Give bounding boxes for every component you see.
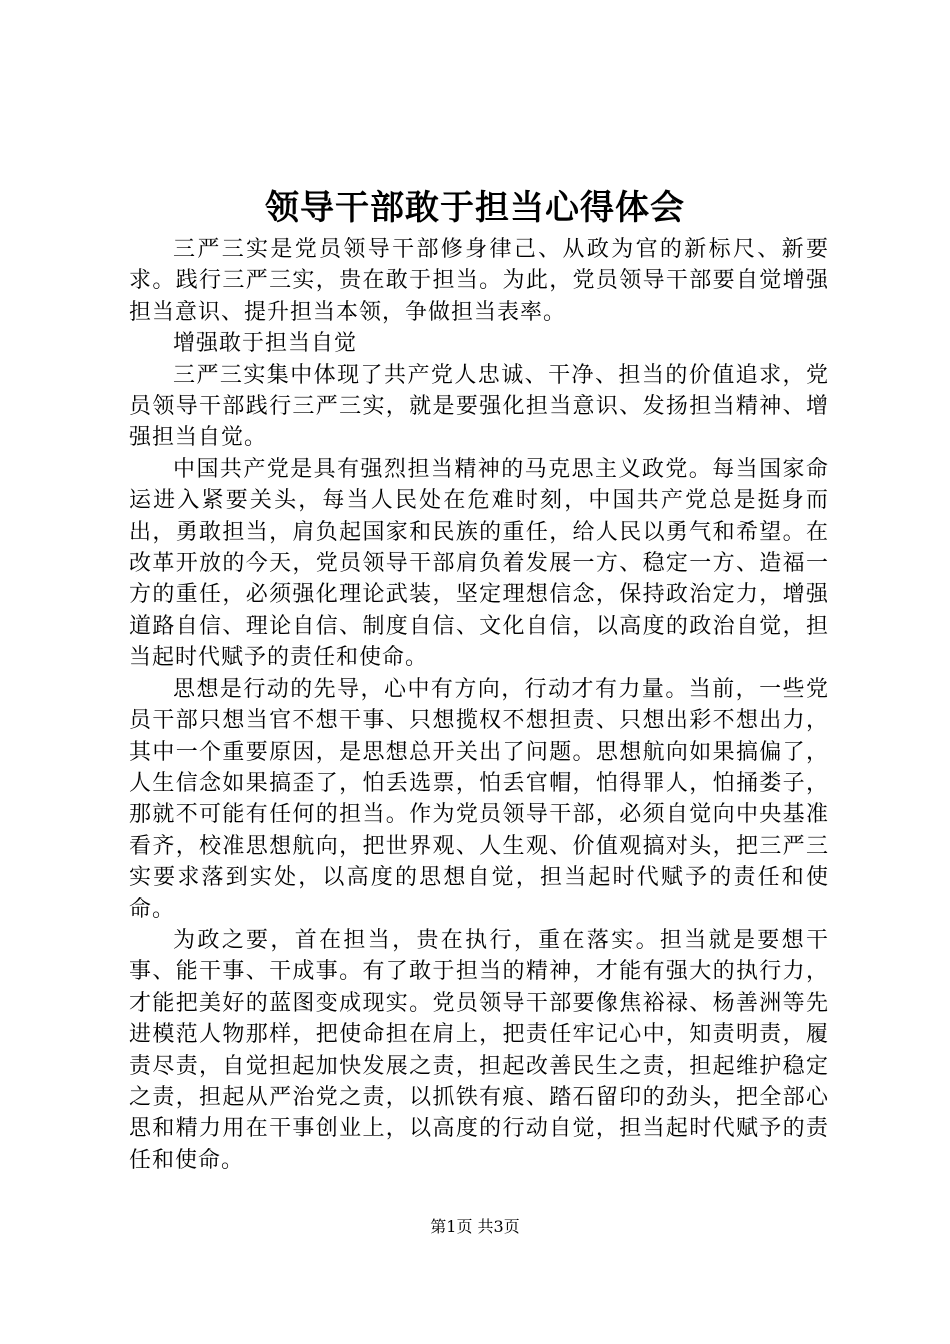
paragraph: 思想是行动的先导，心中有方向，行动才有力量。当前，一些党员干部只想当官不想干事、只想揽权不想担责、只想出彩不想出力，其中一个重要原因，是思想总开关出了问题。思想航向如果搞偏了，人生信念如果搞歪了，怕丢选票，怕丢官帽，怕得罪人，怕捅娄子，那就不可能有任何的担当。作为党员领导干部，必须自觉向中央基准看齐，校准思想航向，把世界观、人生观、价值观搞对头，把三严三实要求落到实处，以高度的思想自觉，担当起时代赋予的责任和使命。 [129,676,829,922]
paragraph-intro: 三严三实是党员领导干部修身律己、从政为官的新标尺、新要求。践行三严三实，贵在敢于担当。为此，党员领导干部要自觉增强担当意识、提升担当本领，争做担当表率。 [129,237,829,325]
paragraph: 三严三实集中体现了共产党人忠诚、干净、担当的价值追求，党员领导干部践行三严三实，就是要强化担当意识、发扬担当精神、增强担当自觉。 [129,362,829,451]
page-number-footer: 第1页 共3页 [430,1217,520,1236]
document-title: 领导干部敢于担当心得体会 [265,188,685,228]
paragraph: 中国共产党是具有强烈担当精神的马克思主义政党。每当国家命运进入紧要关头，每当人民处在危难时刻，中国共产党总是挺身而出，勇敢担当，肩负起国家和民族的重任，给人民以勇气和希望。在改革开放的今天，党员领导干部肩负着发展一方、稳定一方、造福一方的重任，必须强化理论武装，坚定理想信念，保持政治定力，增强道路自信、理论自信、制度自信、文化自信，以高度的政治自觉，担当起时代赋予的责任和使命。 [129,456,829,671]
document-body [129,234,829,1176]
paragraph: 为政之要，首在担当，贵在执行，重在落实。担当就是要想干事、能干事、干成事。有了敢于担当的精神，才能有强大的执行力，才能把美好的蓝图变成现实。党员领导干部要像焦裕禄、杨善洲等先进模范人物那样，把使命担在肩上，把责任牢记心中，知责明责，履责尽责，自觉担起加快发展之责，担起改善民生之责，担起维护稳定之责，担起从严治党之责，以抓铁有痕、踏石留印的劲头，把全部心思和精力用在干事创业上，以高度的行动自觉，担当起时代赋予的责任和使命。 [129,927,829,1173]
section-heading: 增强敢于担当自觉 [173,331,358,357]
